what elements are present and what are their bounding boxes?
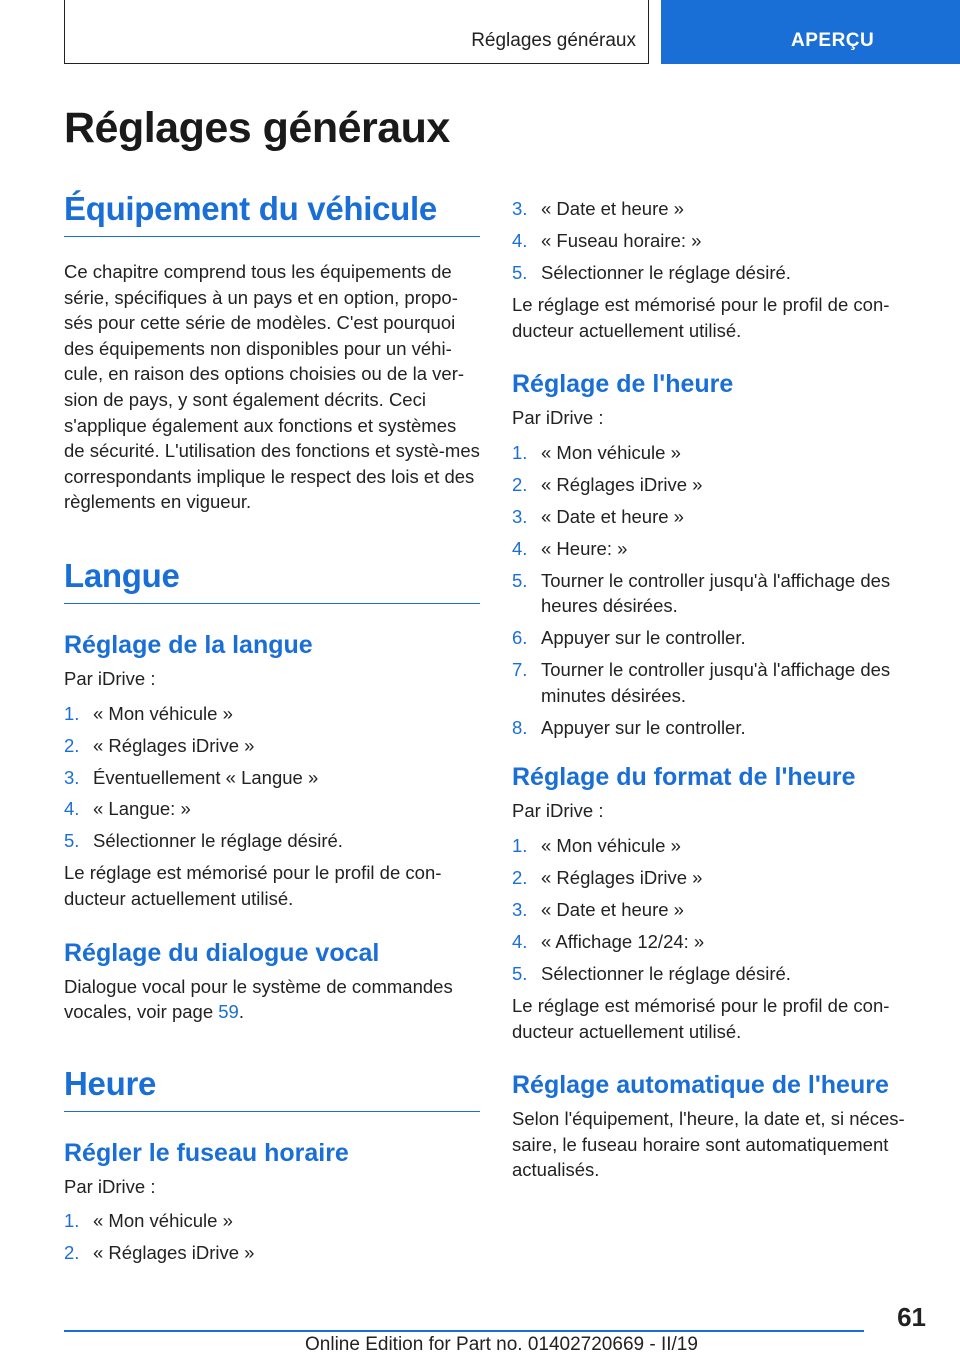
langue-reglage-intro: Par iDrive : bbox=[64, 667, 156, 689]
format-steps bbox=[512, 833, 922, 987]
list-item: 3. « Date et heure » bbox=[512, 198, 684, 219]
format-note: Le réglage est mémorisé pour le profil de con-ducteur actuellement utilisé. bbox=[512, 994, 890, 1042]
langue-note: Le réglage est mémorisé pour le profil de con-ducteur actuellement utilisé. bbox=[64, 862, 442, 910]
vocal-text: Dialogue vocal pour le système de commandes vocales, voir page 59. bbox=[64, 975, 453, 1023]
list-item: 5. Sélectionner le réglage désiré. bbox=[64, 830, 343, 852]
left-column bbox=[64, 190, 480, 1272]
section-tab-label: Réglages généraux bbox=[471, 30, 636, 51]
fuseau-steps-part2 bbox=[512, 196, 922, 286]
fuseau-intro: Par iDrive : bbox=[64, 1175, 156, 1197]
overview-button-label: APERÇU bbox=[791, 30, 875, 51]
heure-reglage-steps bbox=[512, 440, 922, 741]
langue-heading: Langue bbox=[64, 557, 480, 604]
list-item: 5. Sélectionner le réglage désiré. bbox=[512, 962, 791, 984]
langue-steps bbox=[64, 701, 480, 855]
langue-reglage-heading: Réglage de la langue bbox=[64, 630, 313, 659]
list-item: 4. « Heure: » bbox=[512, 537, 628, 559]
format-intro: Par iDrive : bbox=[512, 800, 604, 822]
list-item: 4. « Langue: » bbox=[64, 798, 191, 820]
equipment-text: Ce chapitre comprend tous les équipements de série, spécifiques à un pays et en option, propo-sés pour cette série de modèles. C'est pourquoi des équipements non disponibles pour un véhi-cule, en raison des options choisies ou de la ver-sion de pays, y sont également décrits. Ceci s'applique également aux fonctions et systèmes de sécurité. L'utilisation des fonctions et systè-mes correspondants implique le respect des lois et des règlements en vigueur. bbox=[64, 261, 480, 513]
list-item: 1. « Mon véhicule » bbox=[512, 441, 681, 463]
heure-reglage-heading: Réglage de l'heure bbox=[512, 370, 734, 399]
heure-reglage-intro: Par iDrive : bbox=[512, 407, 604, 429]
list-item: 2. « Réglages iDrive » bbox=[64, 734, 255, 756]
list-item: 2. « Réglages iDrive » bbox=[512, 473, 703, 495]
list-item: 1. « Mon véhicule » bbox=[512, 835, 681, 856]
page-number: 61 bbox=[897, 1302, 926, 1332]
overview-button[interactable] bbox=[661, 0, 960, 64]
footer-edition: Online Edition for Part no. 01402720669 - II/19 bbox=[305, 1334, 698, 1355]
fuseau-heading: Régler le fuseau horaire bbox=[64, 1138, 349, 1167]
right-column bbox=[512, 196, 922, 1183]
section-tab[interactable] bbox=[64, 0, 649, 64]
list-item: 7. Tourner le controller jusqu'à l'affichage des minutes désirées. bbox=[512, 659, 891, 706]
list-item: 2. « Réglages iDrive » bbox=[512, 866, 703, 888]
list-item: 1. « Mon véhicule » bbox=[64, 702, 233, 724]
auto-heading: Réglage automatique de l'heure bbox=[512, 1071, 889, 1100]
list-item: 4. « Fuseau horaire: » bbox=[512, 229, 702, 251]
list-item: 6. Appuyer sur le controller. bbox=[512, 627, 746, 649]
footer-divider bbox=[64, 1330, 864, 1332]
heure-heading: Heure bbox=[64, 1065, 480, 1112]
page-reference-link[interactable]: 59 bbox=[218, 1001, 239, 1023]
list-item: 5. Tourner le controller jusqu'à l'affichage des heures désirées. bbox=[512, 569, 891, 617]
auto-text: Selon l'équipement, l'heure, la date et, si néces-saire, le fuseau horaire sont automatiquement actualisés. bbox=[512, 1108, 905, 1181]
page-title: Réglages généraux bbox=[64, 104, 450, 152]
format-heading: Réglage du format de l'heure bbox=[512, 763, 856, 792]
list-item: 3. Éventuellement « Langue » bbox=[64, 766, 319, 788]
vocal-heading: Réglage du dialogue vocal bbox=[64, 938, 380, 967]
list-item: 5. Sélectionner le réglage désiré. bbox=[512, 261, 791, 283]
list-item: 8. Appuyer sur le controller. bbox=[512, 716, 746, 738]
list-item: 1. « Mon véhicule » bbox=[64, 1210, 233, 1232]
equipment-heading: Équipement du véhicule bbox=[64, 190, 480, 237]
list-item: 2. « Réglages iDrive » bbox=[64, 1242, 255, 1264]
list-item: 3. « Date et heure » bbox=[512, 898, 684, 920]
list-item: 3. « Date et heure » bbox=[512, 505, 684, 527]
list-item: 4. « Affichage 12/24: » bbox=[512, 930, 705, 952]
fuseau-steps-part1 bbox=[64, 1208, 480, 1266]
fuseau-note: Le réglage est mémorisé pour le profil de con-ducteur actuellement utilisé. bbox=[512, 293, 890, 341]
